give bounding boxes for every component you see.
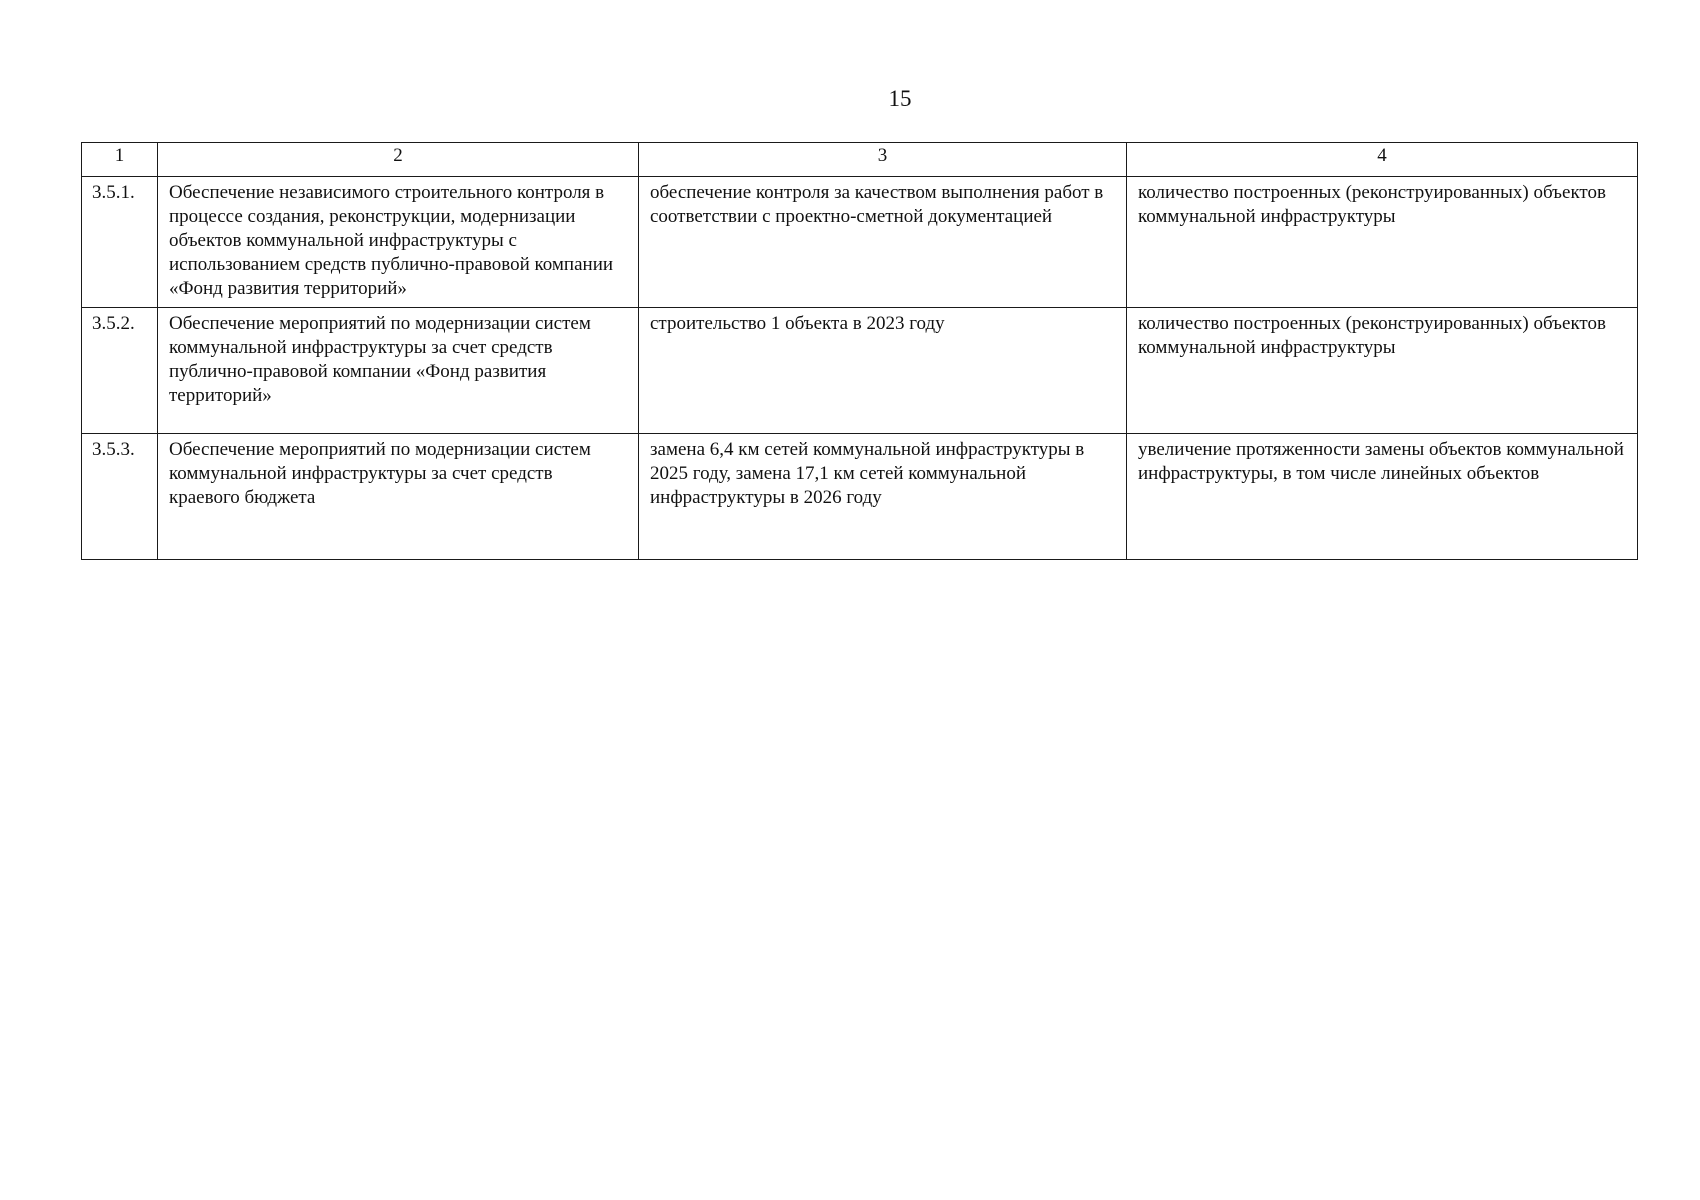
page-number: 15 [888,86,912,111]
row-number: 3.5.1. [82,177,158,308]
measure-name-cell: Обеспечение мероприятий по модернизации систем коммунальной инфраструктуры за счет средств публично-правовой компании «Фонд развития территорий» [158,308,639,434]
measure-description-cell: обеспечение контроля за качеством выполнения работ в соответствии с проектно-сметной документацией [639,177,1127,308]
measure-name-cell: Обеспечение независимого строительного контроля в процессе создания, реконструкции, модернизации объектов коммунальной инфраструктуры с использованием средств публично-правовой компании «Фонд развития территорий» [158,177,639,308]
measures-table [81,142,1638,560]
column-header-4: 4 [1127,143,1638,177]
measure-indicator-cell: количество построенных (реконструированных) объектов коммунальной инфраструктуры [1127,177,1638,308]
column-header-3: 3 [639,143,1127,177]
measure-indicator-cell: увеличение протяженности замены объектов коммунальной инфраструктуры, в том числе линейных объектов [1127,434,1638,560]
measure-indicator-cell: количество построенных (реконструированных) объектов коммунальной инфраструктуры [1127,308,1638,434]
row-number: 3.5.2. [82,308,158,434]
column-header-1: 1 [82,143,158,177]
table-row [82,177,1638,308]
column-header-2: 2 [158,143,639,177]
table-header-row [82,143,1638,177]
table-row [82,308,1638,434]
measure-description-cell: замена 6,4 км сетей коммунальной инфраструктуры в 2025 году, замена 17,1 км сетей коммунальной инфраструктуры в 2026 году [639,434,1127,560]
table-row [82,434,1638,560]
measure-name-cell: Обеспечение мероприятий по модернизации систем коммунальной инфраструктуры за счет средств краевого бюджета [158,434,639,560]
measure-description-cell: строительство 1 объекта в 2023 году [639,308,1127,434]
row-number: 3.5.3. [82,434,158,560]
